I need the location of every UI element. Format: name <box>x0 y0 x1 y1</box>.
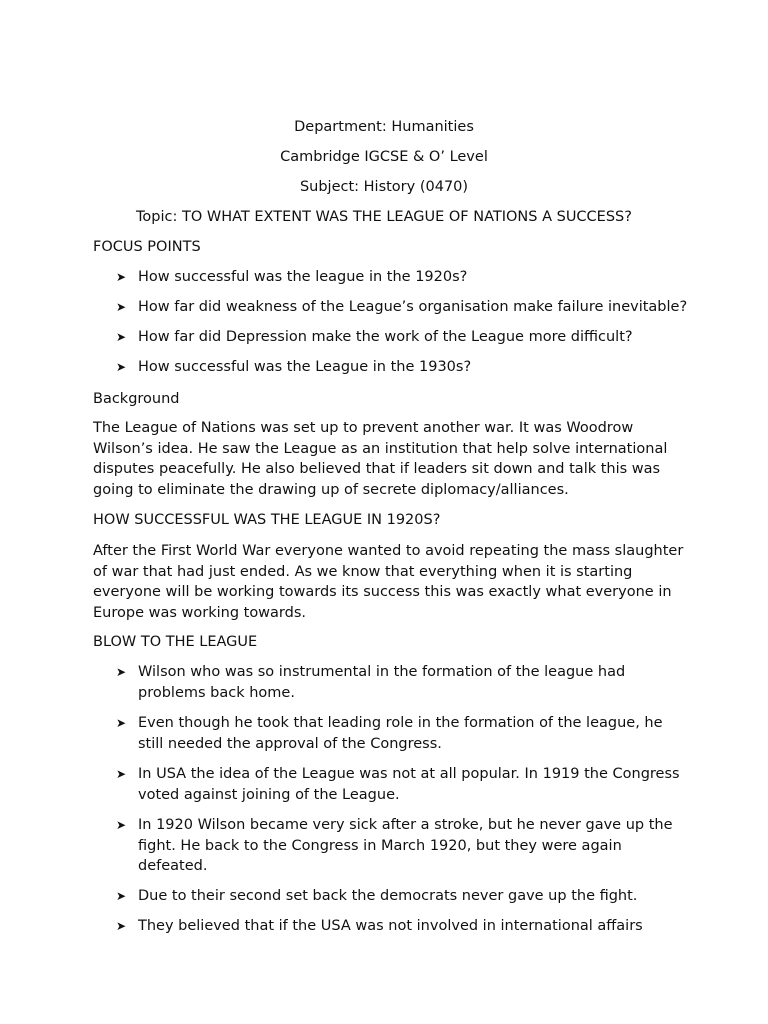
paragraph-line: everyone will be working towards its success this was exactly what everyone in <box>93 584 672 601</box>
focus-item-text: How successful was the league in the 1920s? <box>138 269 468 285</box>
subject-line: Subject: History (0470) <box>299 179 469 195</box>
arrowhead-bullet-icon: ➤ <box>116 300 127 314</box>
focus-item-text: How successful was the League in the 1930s? <box>138 359 472 375</box>
blow-item-line: still needed the approval of the Congress. <box>138 735 442 752</box>
blow-item-line: In USA the idea of the League was not at all popular. In 1919 the Congress <box>138 766 680 782</box>
blow-item-line: They believed that if the USA was not involved in international affairs <box>138 918 643 934</box>
blow-item-line: voted against joining of the League. <box>138 786 400 803</box>
blow-item-line: fight. He back to the Congress in March 1920, but they were again <box>138 837 622 854</box>
background-paragraph <box>93 418 693 500</box>
paragraph-line: of war that had just ended. As we know that everything when it is starting <box>93 563 633 580</box>
background-heading: Background <box>93 391 180 407</box>
paragraph-line: Wilson’s idea. He saw the League as an institution that help solve international <box>93 440 668 457</box>
department-line: Department: Humanities <box>294 119 474 135</box>
blow-item-line: Wilson who was so instrumental in the formation of the league had <box>138 664 626 680</box>
blow-item-line: problems back home. <box>138 684 295 701</box>
blow-to-league-heading: BLOW TO THE LEAGUE <box>93 634 258 650</box>
arrowhead-bullet-icon: ➤ <box>116 665 127 679</box>
arrowhead-bullet-icon: ➤ <box>116 767 127 781</box>
focus-item-text: How far did weakness of the League’s organisation make failure inevitable? <box>138 299 688 315</box>
blow-item-line: In 1920 Wilson became very sick after a stroke, but he never gave up the <box>138 817 673 833</box>
paragraph-line: Europe was working towards. <box>93 604 307 621</box>
paragraph-line: After the First World War everyone wanted to avoid repeating the mass slaughter <box>93 543 684 559</box>
paragraph-line: disputes peacefully. He also believed that if leaders sit down and talk this was <box>93 461 661 478</box>
success-paragraph <box>93 541 693 623</box>
arrowhead-bullet-icon: ➤ <box>116 270 127 284</box>
focus-points-heading: FOCUS POINTS <box>93 239 201 255</box>
arrowhead-bullet-icon: ➤ <box>116 716 127 730</box>
success-1920s-heading: HOW SUCCESSFUL WAS THE LEAGUE IN 1920S? <box>93 512 441 528</box>
blow-item-line: defeated. <box>138 858 208 875</box>
topic-line: Topic: TO WHAT EXTENT WAS THE LEAGUE OF NATIONS A SUCCESS? <box>136 209 632 225</box>
paragraph-line: The League of Nations was set up to prevent another war. It was Woodrow <box>93 420 634 436</box>
arrowhead-bullet-icon: ➤ <box>116 330 127 344</box>
blow-item-line: Even though he took that leading role in the formation of the league, he <box>138 715 663 731</box>
focus-item-text: How far did Depression make the work of the League more difficult? <box>138 329 633 345</box>
arrowhead-bullet-icon: ➤ <box>116 919 127 933</box>
course-line: Cambridge IGCSE & O’ Level <box>280 149 488 165</box>
arrowhead-bullet-icon: ➤ <box>116 360 127 374</box>
arrowhead-bullet-icon: ➤ <box>116 818 127 832</box>
arrowhead-bullet-icon: ➤ <box>116 889 127 903</box>
blow-item-line: Due to their second set back the democrats never gave up the fight. <box>138 888 638 904</box>
paragraph-line: going to eliminate the drawing up of secrete diplomacy/alliances. <box>93 481 569 498</box>
